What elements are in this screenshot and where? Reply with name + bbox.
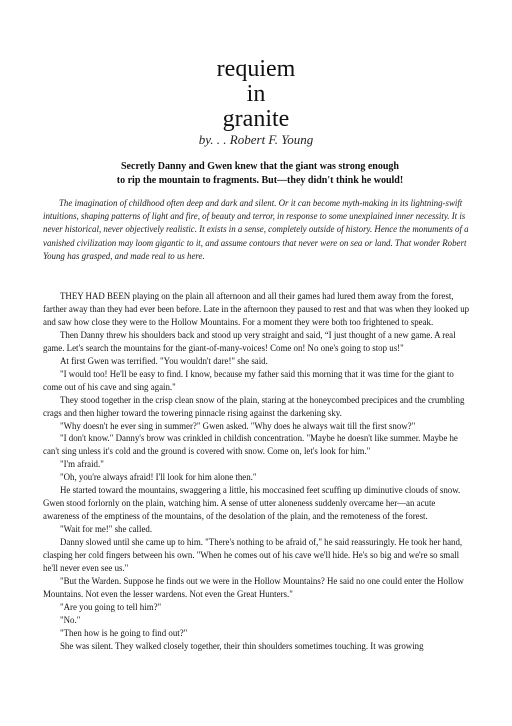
story-paragraph: Danny slowed until she came up to him. "There's nothing to be afraid of," he said reassuringly. He took her hand, clasping her cold fingers between his own. "When he comes out of his cave we'll hide. He's so big and we're so small he'll never even see us." [43, 537, 463, 574]
story-paragraph: "Are you going to tell him?" [60, 601, 162, 612]
title-line-3: granite [222, 106, 290, 132]
teaser-line-1: Secretly Danny and Gwen knew that the giant was strong enough [121, 161, 399, 172]
story-paragraph: He started toward the mountains, swaggering a little, his moccasined feet scuffing up diminutive clouds of snow. Gwen stood forlornly on the plain, watching him. A sense of utter aloneness suddenly overcame her—an acute awareness of the emptiness of the mountains, of the desolation of the plain, and the remoteness of the forest. [43, 485, 461, 522]
title-line-2: in [246, 81, 266, 107]
teaser [60, 160, 460, 188]
story-paragraph: "Then how is he going to find out?" [60, 627, 188, 638]
story-paragraph: THEY HAD BEEN playing on the plain all afternoon and all their games had lured them away from the forest, farther away than they had ever been before. Late in the afternoon they paused to rest and that was when they looked up and saw how close they were to the Hollow Mountains. For a moment they were both too frightened to speak. [43, 291, 470, 327]
story-paragraph: "I don't know." Danny's brow was crinkled in childish concentration. "Maybe he doesn't like summer. Maybe he can't sing unless it's cold and the ground is covered with snow. Come on, let's look for him." [43, 433, 458, 457]
story-paragraph: She was silent. They walked closely together, their thin shoulders sometimes touching. It was growing [60, 640, 424, 651]
story-paragraph: "I would too! He'll be easy to find. I know, because my father said this morning that it was time for the giant to come out of his cave and sing again." [43, 368, 454, 392]
story-paragraph: "No." [60, 614, 81, 625]
story-paragraph: "Oh, you're always afraid! I'll look for him alone then." [60, 472, 257, 483]
teaser-line-2: to rip the mountain to fragments. But—they didn't think he would! [116, 175, 404, 186]
story-paragraph: "Wait for me!" she called. [60, 524, 153, 535]
story-paragraph: "Why doesn't he ever sing in summer?" Gwen asked. "Why does he always wait till the first snow?" [60, 420, 416, 431]
story-paragraph: "But the Warden. Suppose he finds out we were in the Hollow Mountains? He said no one could enter the Hollow Mountains. Not even the lesser wardens. Not even the Great Hunters." [43, 575, 464, 599]
story-body [43, 290, 473, 653]
title-line-1: requiem [216, 56, 296, 82]
story-paragraph: At first Gwen was terrified. "You wouldn't dare!" she said. [60, 355, 268, 366]
byline: by. . . Robert F. Young [198, 132, 314, 147]
story-paragraph: "I'm afraid." [60, 459, 104, 470]
story-paragraph: They stood together in the crisp clean snow of the plain, staring at the honeycombed precipices and the crumbling crags and then higher toward the towering pinnacle rising against the darkening sky. [43, 394, 465, 418]
editorial-intro: The imagination of childhood often deep and dark and silent. Or it can become myth-making in its lightning-swift intuitions, shaping patterns of light and fire, of beauty and terror, in response to some unexplained inner necessity. It is never historical, never objectively realistic. It exists in a sense, completely outside of history. Hence the monuments of a vanished civilization may loom gigantic to it, and assume contours that never were on sea or land. That wonder Robert Young has grasped, and made real to us here. [43, 198, 469, 261]
story-paragraph: Then Danny threw his shoulders back and stood up very straight and said, “I just thought of a new game. A real game. Let's search the mountains for the giant-of-many-voices! Come on! No one's going to stop us!" [43, 329, 456, 353]
